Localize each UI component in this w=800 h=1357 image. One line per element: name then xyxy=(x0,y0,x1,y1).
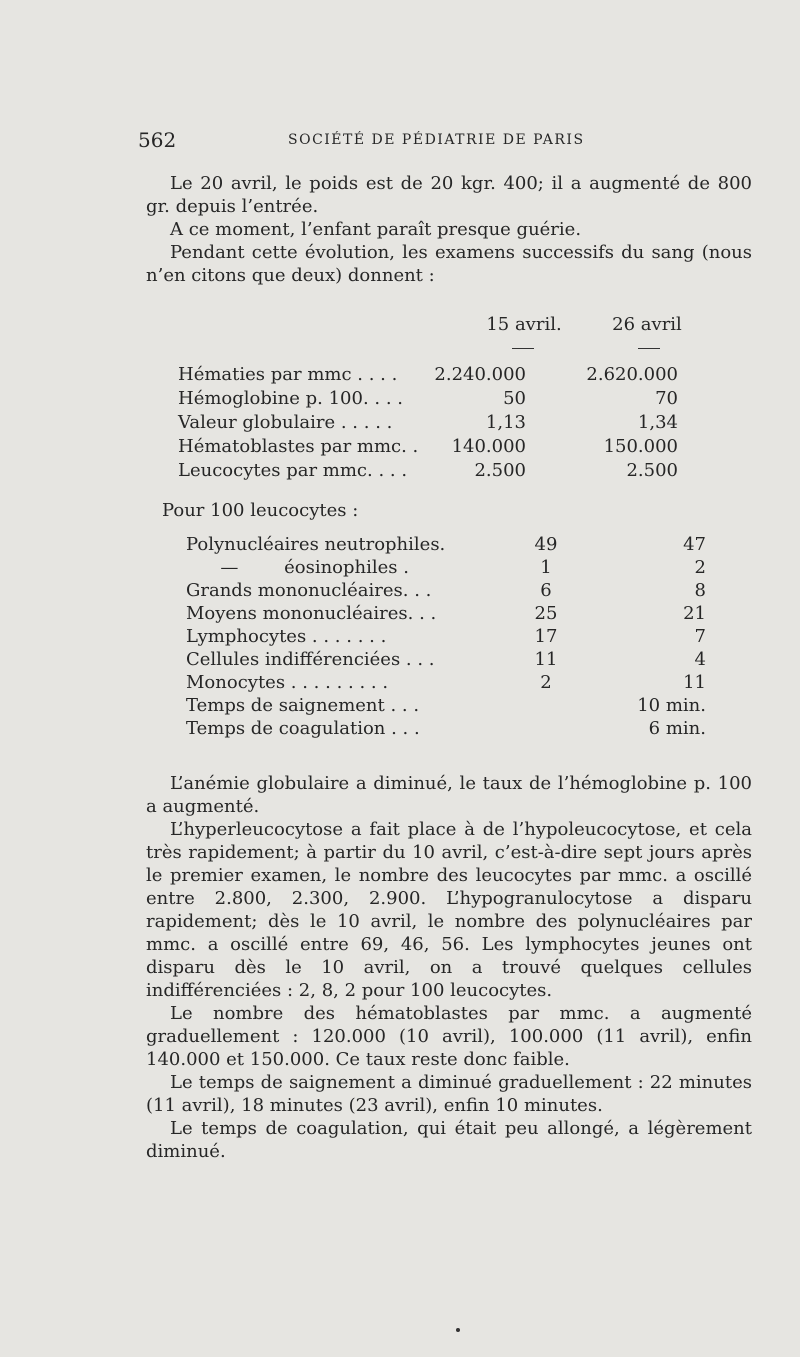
leukocyte-caption: Pour 100 leucocytes : xyxy=(162,500,359,521)
row-label: Hématies par mmc . . . . xyxy=(178,364,398,385)
value-26-avril: 1,34 xyxy=(637,412,678,433)
value-15-avril: 49 xyxy=(534,534,558,555)
page-header xyxy=(138,128,750,158)
value-15-avril: 2.240.000 xyxy=(434,364,526,385)
paragraph-hematoblasts: Le nombre des hématoblastes par mmc. a augmenté graduellement : 120.000 (10 avril), 100.000 (11 avril), enfin 140.000 et 150.000. Ce taux reste donc faible. xyxy=(146,1003,752,1070)
value-26-avril: 10 min. xyxy=(637,695,706,716)
value-15-avril: 6 xyxy=(540,580,552,601)
row-label: Hémoglobine p. 100. . . . xyxy=(178,388,403,409)
row-label: Temps de coagulation . . . xyxy=(186,718,420,739)
row-label: Grands mononucléaires. . . xyxy=(186,580,432,601)
value-15-avril: 17 xyxy=(534,626,558,647)
value-15-avril: 1 xyxy=(540,557,552,578)
value-26-avril: 2 xyxy=(694,557,706,578)
table-row xyxy=(186,534,726,557)
table-row xyxy=(186,672,726,695)
row-label: Moyens mononucléaires. . . xyxy=(186,603,437,624)
intro-paragraph-exams: Pendant cette évolution, les examens successifs du sang (nous n’en citons que deux) donnent : xyxy=(146,242,752,286)
value-15-avril: 25 xyxy=(534,603,558,624)
row-label: Valeur globulaire . . . . . xyxy=(178,412,393,433)
column-dash xyxy=(512,348,534,349)
column-header-26-avril: 26 avril xyxy=(612,314,682,335)
row-label: Monocytes . . . . . . . . . xyxy=(186,672,389,693)
value-26-avril: 2.500 xyxy=(626,460,678,481)
column-header-15-avril: 15 avril. xyxy=(486,314,562,335)
page-number: 562 xyxy=(138,128,177,152)
intro-paragraph-weight: Le 20 avril, le poids est de 20 kgr. 400; il a augmenté de 800 gr. depuis l’entrée. xyxy=(146,173,752,217)
table-row xyxy=(186,603,726,626)
value-26-avril: 47 xyxy=(683,534,706,555)
paragraph-leukocytes: L’hyperleucocytose a fait place à de l’hypoleucocytose, et cela très rapidement; à partir du 10 avril, c’est-à-dire sept jours après le premier examen, le nombre des leucocytes par mmc. a oscillé entre 2.800, 2.300, 2.900. L’hypogranulocytose a disparu rapidement; dès le 10 avril, le nombre des polynucléaires par mmc. a oscillé entre 69, 46, 56. Les lymphocytes jeunes ont disparu dès le 10 avril, on a trouvé quelques cellules indifférenciées : 2, 8, 2 pour 100 leucocytes. xyxy=(146,819,752,1001)
row-label: Lymphocytes . . . . . . . xyxy=(186,626,387,647)
row-label: Polynucléaires neutrophiles. xyxy=(186,534,446,555)
row-label: Leucocytes par mmc. . . . xyxy=(178,460,408,481)
table-row xyxy=(178,388,738,412)
table-row xyxy=(178,460,738,484)
discussion-text xyxy=(146,772,752,1163)
page-speck xyxy=(456,1328,460,1332)
value-15-avril: 1,13 xyxy=(485,412,526,433)
row-label: Temps de saignement . . . xyxy=(186,695,420,716)
value-26-avril: 6 min. xyxy=(648,718,706,739)
value-26-avril: 4 xyxy=(694,649,706,670)
table-row xyxy=(186,626,726,649)
paragraph-anemia: L’anémie globulaire a diminué, le taux de l’hémoglobine p. 100 a augmenté. xyxy=(146,773,752,817)
value-15-avril: 140.000 xyxy=(451,436,526,457)
table-row xyxy=(186,649,726,672)
table-row xyxy=(186,695,726,718)
table-row xyxy=(178,364,738,388)
row-label: Cellules indifférenciées . . . xyxy=(186,649,435,670)
running-title: SOCIÉTÉ DE PÉDIATRIE DE PARIS xyxy=(288,132,585,148)
value-26-avril: 7 xyxy=(694,626,706,647)
value-15-avril: 11 xyxy=(534,649,558,670)
value-26-avril: 70 xyxy=(655,388,678,409)
value-26-avril: 8 xyxy=(694,580,706,601)
row-label: Hématoblastes par mmc. . xyxy=(178,436,419,457)
intro-text xyxy=(146,172,752,287)
value-26-avril: 150.000 xyxy=(603,436,678,457)
row-label: — éosinophiles . xyxy=(186,557,409,578)
value-26-avril: 11 xyxy=(683,672,706,693)
table-row xyxy=(178,436,738,460)
table-row xyxy=(186,557,726,580)
value-26-avril: 21 xyxy=(683,603,706,624)
paragraph-coagulation-time: Le temps de coagulation, qui était peu allongé, a légèrement diminué. xyxy=(146,1118,752,1162)
intro-paragraph-recovery: A ce moment, l’enfant paraît presque guérie. xyxy=(170,219,582,240)
value-15-avril: 50 xyxy=(503,388,526,409)
value-15-avril: 2 xyxy=(540,672,552,693)
paragraph-bleeding-time: Le temps de saignement a diminué graduellement : 22 minutes (11 avril), 18 minutes (23 avril), enfin 10 minutes. xyxy=(146,1072,752,1116)
table-row xyxy=(186,718,726,741)
value-26-avril: 2.620.000 xyxy=(586,364,678,385)
value-15-avril: 2.500 xyxy=(474,460,526,481)
table-row xyxy=(178,412,738,436)
table-row xyxy=(186,580,726,603)
column-dash xyxy=(638,348,660,349)
